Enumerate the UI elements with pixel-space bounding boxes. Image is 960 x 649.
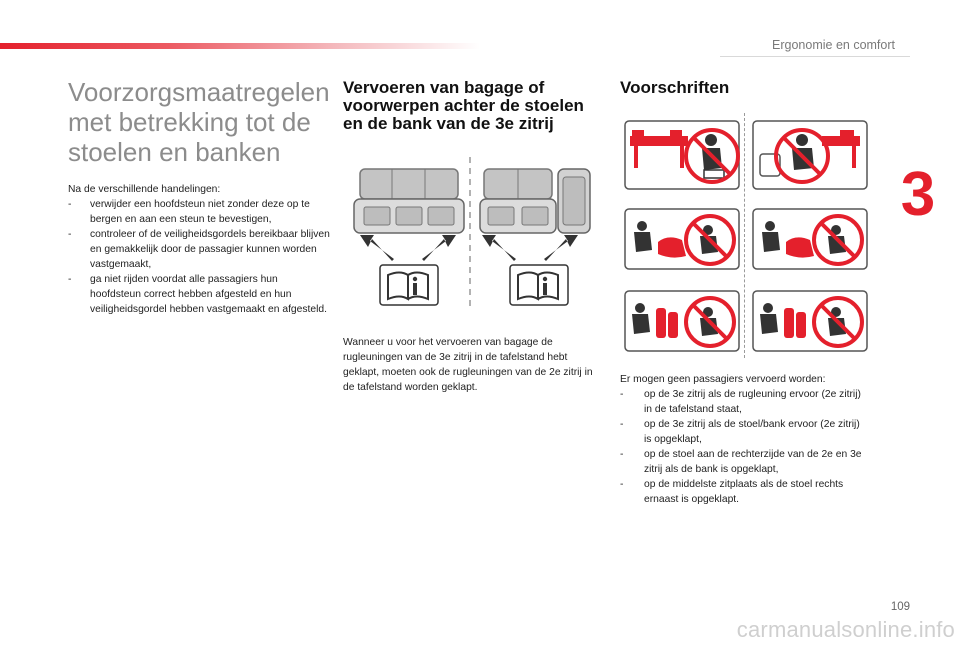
manual-book-icon <box>510 265 568 305</box>
rule-panel-5 <box>624 290 740 352</box>
luggage-section-title: Vervoeren van bagage of voorwerpen achter de stoelen en de bank van de 3e zitrij <box>343 78 584 133</box>
panel-divider <box>744 113 745 358</box>
manual-book-icon <box>380 265 438 305</box>
header-divider <box>720 56 910 57</box>
seat-bench-icon <box>354 169 464 233</box>
list-item: - op de 3e zitrij als de stoel/bank ervoor (2e zitrij) is opgeklapt, <box>620 419 860 445</box>
rules-text <box>620 372 870 507</box>
seat-bench-icon <box>480 169 590 233</box>
arrow-icon <box>360 235 578 261</box>
rules-intro: Er mogen geen passagiers vervoerd worden: <box>620 374 826 385</box>
list-item: - op de middelste zitplaats als de stoel rechts ernaast is opgeklapt. <box>620 479 844 505</box>
rule-panel-4 <box>752 208 868 270</box>
chapter-number: 3 <box>900 160 936 229</box>
rules-section-title: Voorschriften <box>620 78 730 97</box>
precautions-text <box>68 182 330 317</box>
rule-panel-6 <box>752 290 868 352</box>
red-seat-icon <box>786 237 814 257</box>
list-item: - ga niet rijden voordat alle passagiers hun hoofdsteun correct hebben afgesteld en hun veiligheidsgordel hebben vastgemaakt en afgesteld. <box>68 274 327 315</box>
page-title: Voorzorgsmaatregelen met betrekking tot de stoelen en banken <box>68 77 330 167</box>
list-item: - verwijder een hoofdsteun niet zonder deze op te bergen en aan een steun te bevestigen, <box>68 199 310 225</box>
red-seat-icon <box>658 237 686 257</box>
precautions-intro: Na de verschillende handelingen: <box>68 184 221 195</box>
list-item: - op de 3e zitrij als de rugleuning ervoor (2e zitrij) in de tafelstand staat, <box>620 389 861 415</box>
rule-panel-1 <box>624 120 740 190</box>
rule-panel-2 <box>752 120 868 190</box>
page-number: 109 <box>890 601 910 613</box>
folded-seats-figure <box>350 155 600 315</box>
rules-list <box>620 387 870 507</box>
list-item: - op de stoel aan de rechterzijde van de 2e en 3e zitrij als de bank is opgeklapt, <box>620 449 862 475</box>
luggage-text: Wanneer u voor het vervoeren van bagage de rugleuningen van de 3e zitrij in de tafelstand hebt geklapt, moeten ook de rugleuningen van de 2e zitrij in de tafelstand worden geklapt. <box>343 337 593 393</box>
section-title: Ergonomie en comfort <box>772 38 895 52</box>
rule-panel-3 <box>624 208 740 270</box>
list-item: - controleer of de veiligheidsgordels bereikbaar blijven en gemakkelijk door de passagier kunnen worden vastgemaakt, <box>68 229 330 270</box>
watermark: carmanualsonline.info <box>736 617 955 642</box>
precautions-list <box>68 197 330 317</box>
header-accent-bar <box>0 43 480 49</box>
